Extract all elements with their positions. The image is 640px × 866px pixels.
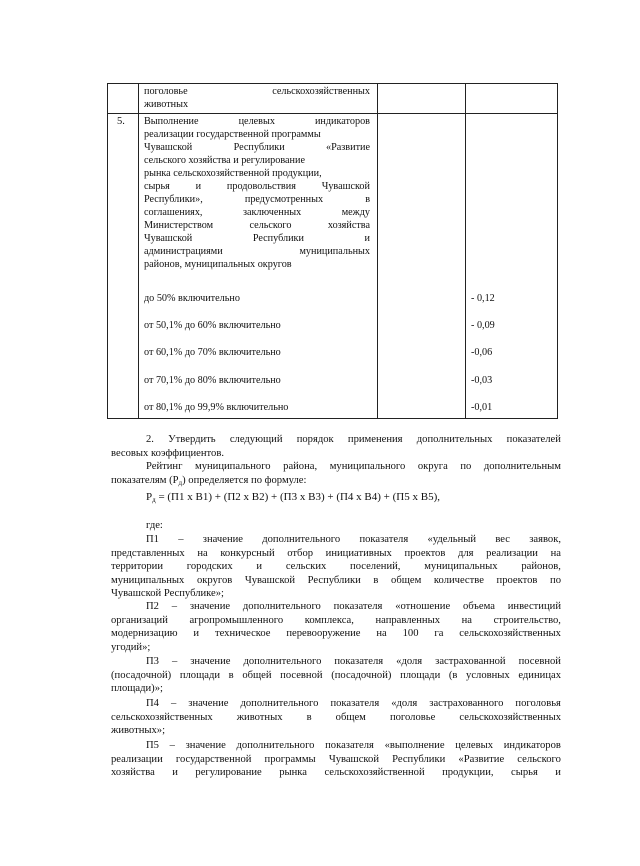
word: (в [448, 669, 458, 681]
paragraph-2 [111, 433, 561, 487]
text-line: весовых коэффициентов. [111, 447, 224, 459]
text-line: животных»; [111, 725, 166, 736]
paragraph-p4 [111, 697, 561, 738]
word: Министерством [144, 220, 214, 231]
word: городских [186, 561, 233, 572]
word: сельских [285, 561, 327, 572]
word: заключенных [242, 207, 302, 218]
table-rule [107, 113, 558, 114]
word: – [170, 698, 177, 709]
word: в [373, 574, 379, 586]
word: соглашениях, [144, 207, 203, 218]
word: показателя [333, 601, 383, 612]
word: посевной [280, 669, 323, 681]
word: – [171, 601, 178, 612]
word: поселений, [350, 561, 401, 572]
word: конкурсный [220, 547, 275, 559]
word: Чувашской [321, 181, 370, 192]
word: районов, [521, 561, 561, 572]
word: муниципального [329, 461, 406, 472]
word: сельскохозяйственных [459, 711, 561, 723]
word: муниципальных [424, 561, 498, 572]
word: Рейтинг [146, 461, 183, 472]
word: единицах [518, 669, 561, 681]
text-line: сельского хозяйства и регулирование [144, 155, 305, 166]
word: – [171, 656, 178, 667]
word: проектов [404, 547, 446, 559]
coefficient-value: - 0,09 [471, 320, 495, 331]
word: техническое [214, 628, 271, 639]
word: дополнительного [243, 656, 322, 667]
text-line [144, 141, 370, 154]
word: рынка [279, 767, 307, 778]
text-line [111, 669, 561, 683]
text-line: угодий»; [111, 641, 151, 653]
text-line [111, 614, 561, 628]
word: администрациями [144, 246, 223, 257]
word: продовольствия [226, 181, 296, 192]
word: значение [202, 534, 243, 545]
word: сельского [517, 753, 561, 765]
word: поголовье [389, 711, 436, 723]
word: Республики [392, 753, 446, 765]
text-line [111, 739, 561, 753]
word: организаций [111, 614, 168, 626]
word: общей [242, 669, 272, 681]
word: порядок [296, 434, 334, 445]
text-line [111, 766, 561, 780]
word: применения [347, 434, 403, 445]
word: реализации [486, 547, 538, 559]
word: муниципального [194, 461, 271, 472]
word: комплекса, [304, 614, 354, 626]
indicator-table [107, 83, 558, 419]
word: дополнительных [416, 434, 493, 445]
coefficient-value: - 0,12 [471, 293, 495, 304]
prev-row-text: поголовье сельскохозяйственных животных [144, 86, 370, 110]
paragraph-p2 [111, 600, 561, 654]
word: сельскохозяйственных [111, 711, 213, 723]
word: Выполнение [144, 116, 199, 127]
word: целевых [238, 116, 275, 127]
text-line [144, 193, 370, 206]
word: П2 [146, 601, 159, 612]
text-line [144, 219, 370, 232]
word: строительство, [493, 614, 561, 626]
word: «отношение [395, 601, 451, 612]
word: в [228, 669, 234, 681]
word: значение [188, 698, 229, 709]
word: отбор [287, 547, 314, 559]
word: проектов [496, 574, 538, 586]
word: и [555, 767, 561, 778]
range-label: от 60,1% до 70% включительно [144, 347, 281, 358]
word: округа [417, 461, 448, 472]
word: индикаторов [503, 740, 561, 751]
text-line [111, 697, 561, 711]
word: дополнительным [483, 461, 561, 472]
text-line [111, 574, 561, 588]
word: П3 [146, 656, 159, 667]
word: вес [495, 534, 510, 545]
table-rule [107, 83, 108, 419]
text-line [111, 711, 561, 725]
word: (посадочной) [331, 669, 392, 681]
word: дополнительного [236, 740, 315, 751]
word: «выполнение [384, 740, 445, 751]
word: показателя [330, 698, 380, 709]
word: 2. [146, 434, 154, 445]
word: и [195, 181, 202, 192]
word: «удельный [427, 534, 477, 545]
word: «доля [396, 656, 423, 667]
text-line: реализации государственной программы [144, 129, 321, 140]
text-line: рынка сельскохозяйственной продукции, [144, 168, 322, 179]
word: Чувашской [144, 142, 193, 153]
word: и [193, 628, 200, 639]
word: Республики [307, 574, 361, 586]
word: индикаторов [314, 116, 370, 127]
word: программы [264, 753, 316, 765]
word: объема [462, 601, 495, 612]
table-rule [107, 83, 558, 84]
word: на [461, 614, 472, 626]
table-rule [138, 83, 139, 419]
word: и [172, 767, 178, 778]
table-rule [557, 83, 558, 419]
row5-description [144, 115, 370, 271]
word: показателей [506, 434, 561, 445]
range-label: от 50,1% до 60% включительно [144, 320, 281, 331]
table-rule [107, 418, 558, 419]
text-line [144, 115, 370, 128]
word: животных [236, 711, 283, 723]
word: Республики [252, 233, 304, 244]
word: застрахованной [435, 656, 506, 667]
word: округов [196, 574, 233, 586]
word: муниципальных [111, 574, 185, 586]
text-line [144, 232, 370, 245]
word: на [376, 628, 387, 639]
word: застрахованного [429, 698, 504, 709]
word: представленных [111, 547, 185, 559]
word: показателя [334, 656, 384, 667]
word: инвестиций [507, 601, 561, 612]
coefficient-value: -0,06 [471, 347, 493, 358]
text-line [111, 547, 561, 561]
word: Чувашской [328, 753, 379, 765]
word: регулирование [195, 767, 262, 778]
text-line [111, 627, 561, 641]
word: модернизацию [111, 628, 178, 639]
word: значение [190, 656, 231, 667]
word: по [460, 461, 472, 472]
word: и [256, 561, 263, 572]
word: сельскохозяйственной [324, 767, 425, 778]
word: значение [185, 740, 226, 751]
word: и [364, 233, 370, 244]
word: между [341, 207, 370, 218]
coefficient-value: -0,03 [471, 375, 493, 386]
word: для [457, 547, 474, 559]
word: дополнительного [242, 601, 321, 612]
word: 100 [402, 628, 419, 639]
word: направленных [375, 614, 440, 626]
text-line: показателям $(Р_д)$ определяется по формуле: [111, 474, 307, 487]
paragraph-p5 [111, 739, 561, 780]
text-line [144, 206, 370, 219]
word: Республики [233, 142, 285, 153]
word: дополнительного [240, 698, 319, 709]
word: общем [335, 711, 366, 723]
word: продукции, [442, 767, 494, 778]
word: «Развитие [326, 142, 370, 153]
paragraph-p3 [111, 655, 561, 696]
word: следующий [229, 434, 283, 445]
word: предусмотренных [244, 194, 324, 205]
word: «Развитие [458, 753, 505, 765]
text-line [144, 180, 370, 193]
word: заявок, [529, 534, 561, 545]
word: агропромышленного [189, 614, 284, 626]
word: Утвердить [168, 434, 216, 445]
text-line: районов, муниципальных округов [144, 259, 292, 270]
word: сельскохозяйственных [459, 628, 561, 639]
text-line [111, 533, 561, 547]
table-rule [377, 83, 378, 419]
range-label: до 50% включительно [144, 293, 240, 304]
word: га [434, 628, 444, 639]
word: в [365, 194, 370, 205]
row-number: 5. [117, 116, 125, 127]
text-line [111, 600, 561, 614]
word: района, [283, 461, 318, 472]
word: сельского [249, 220, 292, 231]
word: площади [179, 669, 221, 681]
word: инициативных [325, 547, 392, 559]
word: хозяйства [327, 220, 370, 231]
word: перевооружение [286, 628, 361, 639]
word: Чувашской [244, 574, 296, 586]
text-line [111, 753, 561, 767]
coefficient-value: -0,01 [471, 402, 493, 413]
word: сырья [511, 767, 538, 778]
word: посевной [518, 656, 561, 667]
rating-formula: $Р_д = (П1$ х В1) + (П2 х В2) + (П3 х В3) + (П4 х В4) + (П5 х В5), [146, 491, 440, 504]
word: Республики», [144, 194, 203, 205]
word: в [306, 711, 312, 723]
where-line: где: [146, 520, 163, 531]
word: хозяйства [111, 767, 155, 778]
word: площади [400, 669, 441, 681]
range-label: от 70,1% до 80% включительно [144, 375, 281, 386]
word: условных [466, 669, 510, 681]
range-label: от 80,1% до 99,9% включительно [144, 402, 289, 413]
word: территории [111, 561, 164, 572]
word: (посадочной) [111, 669, 172, 681]
word: дополнительного [262, 534, 341, 545]
word: значение [189, 601, 231, 612]
text-line [144, 245, 370, 258]
word: сырья [144, 181, 170, 192]
word: показателя [359, 534, 409, 545]
word: муниципальных [299, 246, 370, 257]
word: П5 [146, 740, 159, 751]
word: государственной [175, 753, 252, 765]
table-rule [465, 83, 466, 419]
text-line: площади)»; [111, 683, 163, 694]
word: – [178, 534, 184, 545]
word: количестве [433, 574, 484, 586]
text-line: Чувашской Республике»; [111, 588, 224, 599]
text-line [111, 655, 561, 669]
word: П4 [146, 698, 159, 709]
word: на [197, 547, 208, 559]
paragraph-p1 [111, 533, 561, 601]
word: целевых [455, 740, 494, 751]
word: П1 [146, 534, 159, 545]
word: – [169, 740, 175, 751]
word: по [550, 574, 561, 586]
word: Чувашской [144, 233, 193, 244]
word: поголовья [515, 698, 561, 709]
text-line [111, 560, 561, 574]
word: реализации [111, 753, 163, 765]
word: общем [391, 574, 422, 586]
word: показателя [325, 740, 374, 751]
word: на [550, 547, 561, 559]
word: «доля [391, 698, 418, 709]
